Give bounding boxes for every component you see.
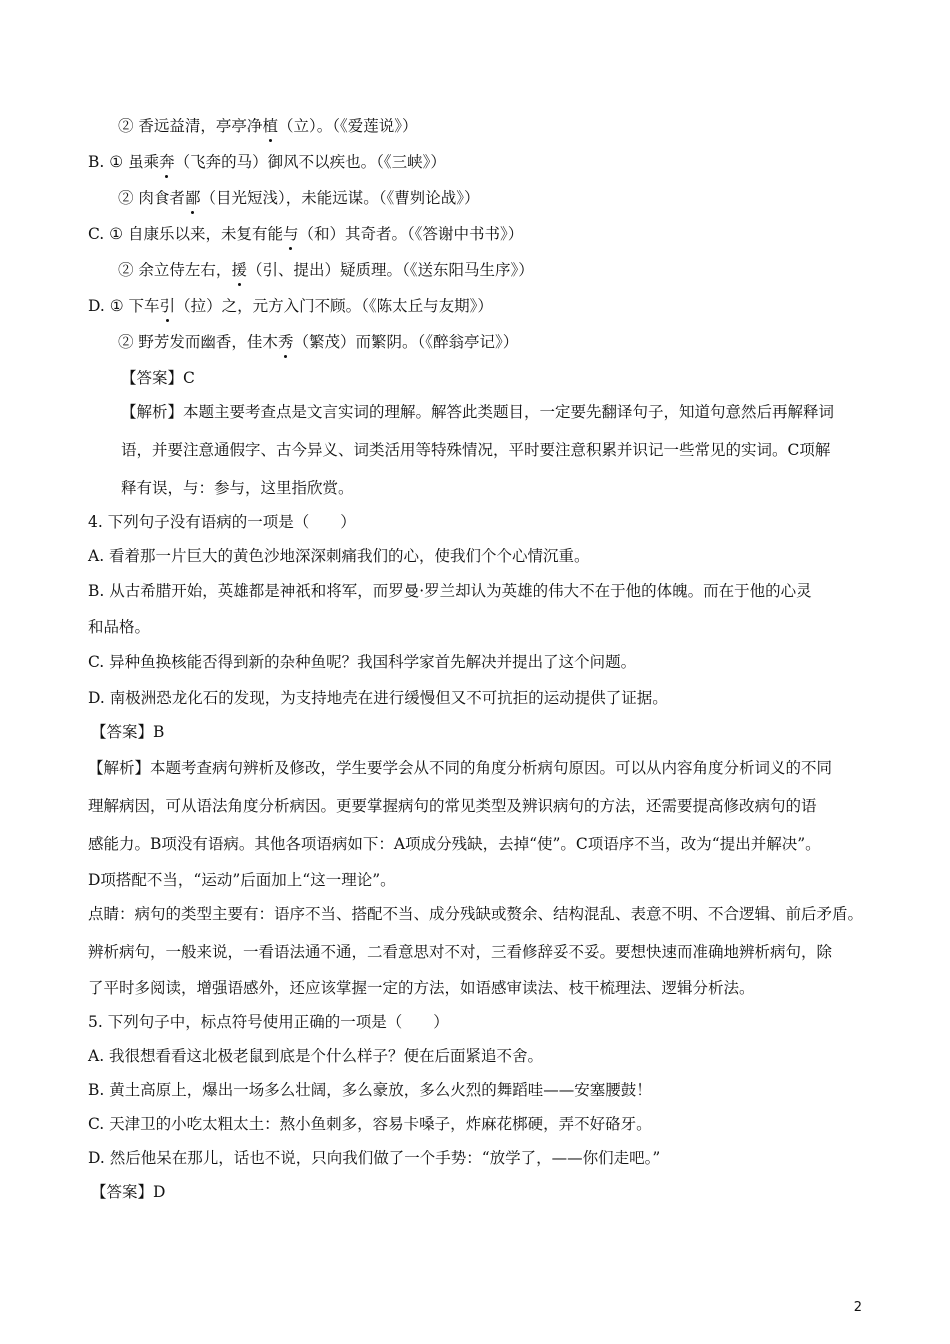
page-number: 2 xyxy=(853,1300,862,1315)
q4-answer: 【答案】B xyxy=(91,723,165,741)
emphasis-dot-char: 奔 xyxy=(159,153,175,171)
emphasis-dot-char: 与 xyxy=(283,225,299,243)
q3-option-a2: ② 香远益清，亭亭净植（立）。（《爱莲说》） xyxy=(118,117,418,135)
q3-option-c1: C. ① 自康乐以来，未复有能与（和）其奇者。（《答谢中书书》） xyxy=(88,225,524,243)
q5-option-d: D. 然后他呆在那儿，话也不说，只向我们做了一个手势：“放学了，——你们走吧。” xyxy=(88,1149,661,1167)
emphasis-dot-char: 援 xyxy=(231,261,247,279)
q3-analysis-line-1: 【解析】本题主要考查点是文言实词的理解。解答此类题目，一定要先翻译句子，知道句意然后再解释词 xyxy=(121,403,835,421)
q3-option-d1: D. ① 下车引（拉）之，元方入门不顾。（《陈太丘与友期》） xyxy=(88,297,493,315)
q3-analysis-line-3: 释有误，与：参与，这里指欣赏。 xyxy=(121,479,354,497)
q4-option-b-line-1: B. 从古希腊开始，英雄都是神祇和将军，而罗曼·罗兰却认为英雄的伟大不在于他的体魄。而在于他的心灵 xyxy=(88,582,812,600)
q4-analysis-line-4: D项搭配不当，“运动”后面加上“这一理论”。 xyxy=(88,871,396,889)
q3-answer: 【答案】C xyxy=(121,369,195,387)
q5-answer: 【答案】D xyxy=(91,1183,166,1201)
q3-option-d2: ② 野芳发而幽香，佳木秀（繁茂）而繁阴。（《醉翁亭记》） xyxy=(118,333,519,351)
emphasis-dot-char: 植 xyxy=(262,117,278,135)
emphasis-dot-char: 秀 xyxy=(277,333,294,351)
q4-option-c: C. 异种鱼换核能否得到新的杂种鱼呢？我国科学家首先解决并提出了这个问题。 xyxy=(88,653,637,671)
q5-option-a: A. 我很想看看这北极老鼠到底是个什么样子？便在后面紧追不舍。 xyxy=(88,1047,544,1065)
q3-option-c2: ② 余立侍左右，援（引、提出）疑质理。（《送东阳马生序》） xyxy=(118,261,534,279)
q4-analysis-line-3: 感能力。B项没有语病。其他各项语病如下：A项成分残缺，去掉“使”。C项语序不当，改为“提出并解决”。 xyxy=(88,835,821,853)
q4-tips-line-2: 辨析病句，一般来说，一看语法通不通，二看意思对不对，三看修辞妥不妥。要想快速而准确地辨析病句，除 xyxy=(88,943,833,961)
emphasis-dot-char: 引 xyxy=(159,297,176,315)
q5-option-c: C. 天津卫的小吃太粗太土：熬小鱼刺多，容易卡嗓子，炸麻花梆硬，弄不好硌牙。 xyxy=(88,1115,652,1133)
q4-stem: 4. 下列句子没有语病的一项是（ ） xyxy=(88,513,356,531)
q4-option-b-line-2: 和品格。 xyxy=(88,618,151,636)
q4-tips-line-3: 了平时多阅读，增强语感外，还应该掌握一定的方法，如语感审读法、枝干梳理法、逻辑分析法。 xyxy=(88,979,755,997)
q4-analysis-line-1: 【解析】本题考查病句辨析及修改，学生要学会从不同的角度分析病句原因。可以从内容角度分析词义的不同 xyxy=(88,759,833,777)
q5-stem: 5. 下列句子中，标点符号使用正确的一项是（ ） xyxy=(88,1013,449,1031)
q5-option-b: B. 黄土高原上，爆出一场多么壮阔，多么豪放，多么火烈的舞蹈哇——安塞腰鼓！ xyxy=(88,1081,652,1099)
q3-analysis-line-2: 语，并要注意通假字、古今异义、词类活用等特殊情况，平时要注意积累并识记一些常见的实词。C项解 xyxy=(121,441,831,459)
q3-option-b2: ② 肉食者鄙（目光短浅），未能远谋。（《曹刿论战》） xyxy=(118,189,480,207)
q4-tips-line-1: 点睛：病句的类型主要有：语序不当、搭配不当、成分残缺或赘余、结构混乱、表意不明、不合逻辑、前后矛盾。 xyxy=(88,905,864,923)
q3-option-b1: B. ① 虽乘奔（飞奔的马）御风不以疾也。（《三峡》） xyxy=(88,153,446,171)
q4-analysis-line-2: 理解病因，可从语法角度分析病因。更要掌握病句的常见类型及辨识病句的方法，还需要提高修改病句的语 xyxy=(88,797,817,815)
q4-option-a: A. 看着那一片巨大的黄色沙地深深刺痛我们的心，使我们个个心情沉重。 xyxy=(88,547,590,565)
emphasis-dot-char: 鄙 xyxy=(184,189,201,207)
q4-option-d: D. 南极洲恐龙化石的发现，为支持地壳在进行缓慢但又不可抗拒的运动提供了证据。 xyxy=(88,689,668,707)
